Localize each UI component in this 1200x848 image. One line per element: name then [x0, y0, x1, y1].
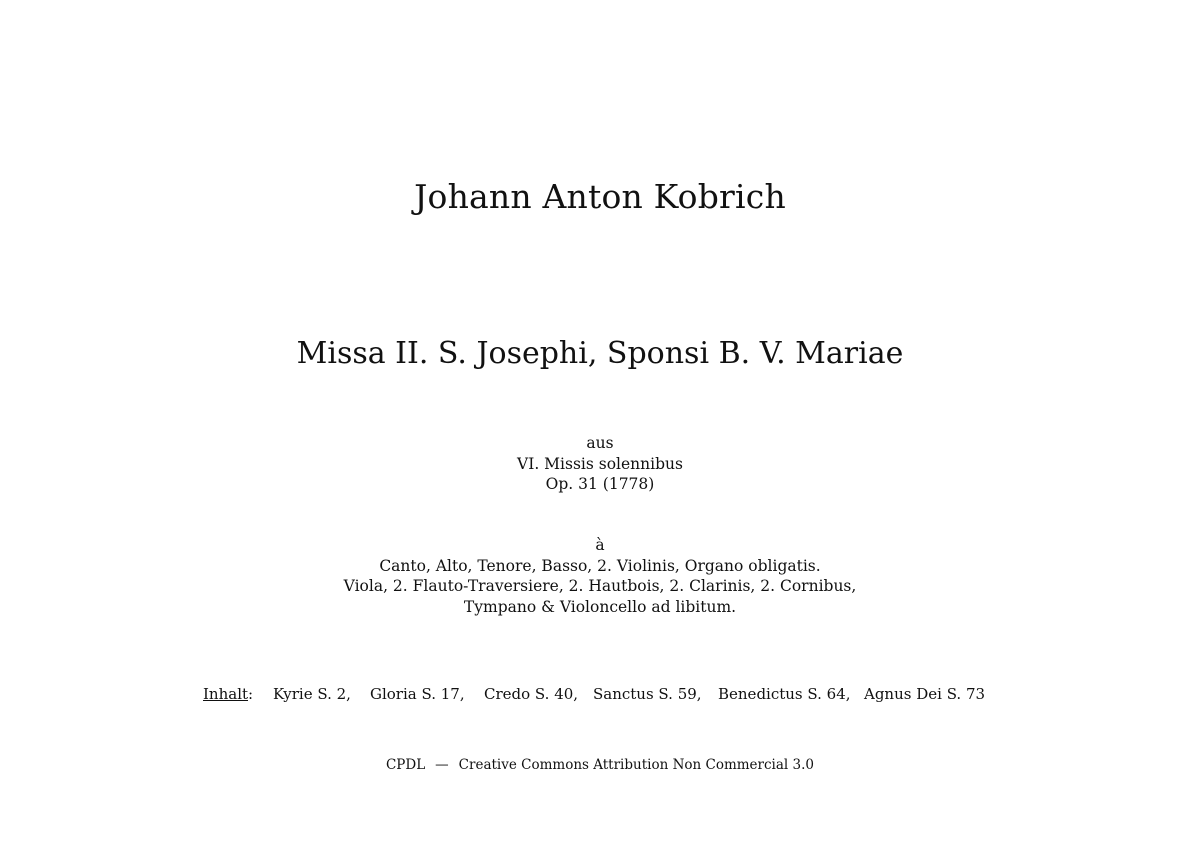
- source-block: [0, 433, 1200, 495]
- source-line-aus: aus: [586, 434, 614, 452]
- license-dash: —: [435, 757, 449, 773]
- work-title: Missa II. S. Josephi, Sponsi B. V. Mariae: [296, 336, 904, 371]
- scoring-line-ad-libitum: Tympano & Violoncello ad libitum.: [463, 597, 737, 616]
- source-line-collection: VI. Missis solennibus: [517, 454, 683, 473]
- composer-name: Johann Anton Kobrich: [414, 177, 786, 216]
- contents-label: [203, 684, 253, 704]
- contents-item-agnus-dei: Agnus Dei S. 73: [864, 685, 986, 703]
- contents-label-text: Inhalt: [203, 685, 249, 703]
- contents-item-gloria: Gloria S. 17,: [370, 685, 465, 703]
- license-source: CPDL: [385, 757, 426, 773]
- contents-item-sanctus: Sanctus S. 59,: [593, 685, 702, 703]
- contents-label-colon: :: [248, 685, 254, 703]
- scoring-block: [0, 535, 1200, 617]
- scoring-line-voices: Canto, Alto, Tenore, Basso, 2. Violinis, Organo obligatis.: [379, 556, 821, 575]
- contents-item-credo: Credo S. 40,: [484, 685, 579, 703]
- contents-item-benedictus: Benedictus S. 64,: [718, 685, 851, 703]
- scoring-line-a: à: [595, 536, 605, 554]
- contents-item-kyrie: Kyrie S. 2,: [273, 685, 351, 703]
- source-line-opus: Op. 31 (1778): [545, 475, 655, 493]
- license-text: Creative Commons Attribution Non Commercial 3.0: [458, 757, 815, 773]
- license-line: [0, 756, 1200, 774]
- scoring-line-winds: Viola, 2. Flauto-Traversiere, 2. Hautbois, 2. Clarinis, 2. Cornibus,: [343, 577, 857, 595]
